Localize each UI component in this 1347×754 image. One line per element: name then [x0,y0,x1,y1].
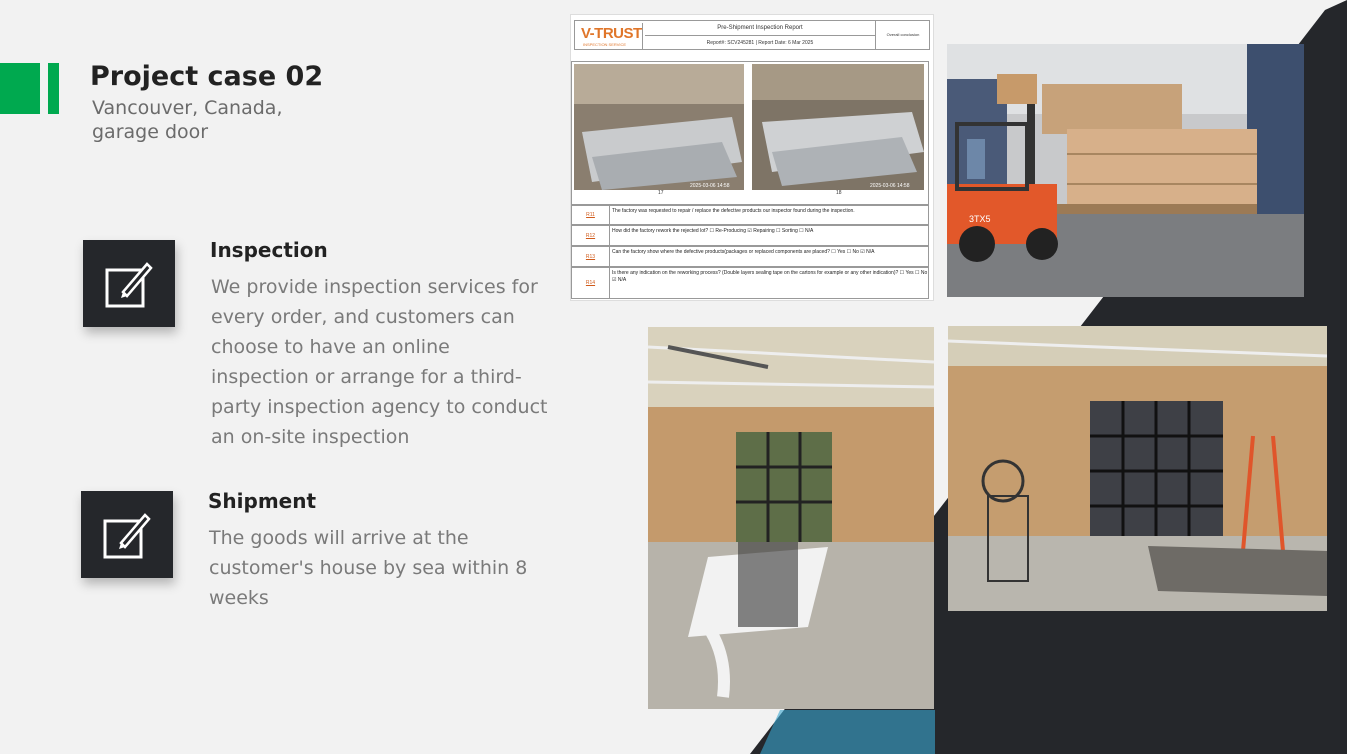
page-title: Project case 02 [90,61,324,92]
report-header [574,20,930,50]
photo-caption: 17 [658,190,664,196]
feature-title-shipment: Shipment [208,489,317,513]
garage-finished-photo [948,326,1327,611]
accent-bar [0,63,40,114]
report-meta: Report#: SCV245281 | Report Date: 6 Mar 2025 [706,40,814,46]
feature-text-inspection: We provide inspection services for every order, and customers can choose to have an online inspection or arrange for a third-party inspection agency to conduct an on-site inspection [211,276,548,448]
report-photos [571,61,929,205]
report-conclusion: Overall conclusion [875,21,930,49]
edit-icon [81,491,173,578]
feature-text-shipment: The goods will arrive at the customer's house by sea within 8 weeks [209,527,528,609]
forklift-label: 3TX5 [969,214,991,224]
forklift-loading-photo [947,44,1304,297]
photo-caption: 18 [836,190,842,196]
page-subtitle: Vancouver, Canada, garage door [92,97,283,143]
report-row: R13 Can the factory show where the defective products(packages or replaced components are placed? ☐ Yes ☐ No ☑ N/A [571,246,929,267]
report-row: R14 Is there any indication on the reworking process? (Double layers sealing tape on the cartons for example or any other indication)? ☐ Yes ☐ No ☑ N/A [571,267,929,299]
accent-bar-thin [48,63,59,114]
inspection-report-image [570,14,934,301]
vtrust-logo: V-TRUST INSPECTION SERVICE [577,23,643,49]
feature-title-inspection: Inspection [210,238,328,262]
photo-timestamp: 2025-03-06 14:58 [690,183,730,189]
edit-icon [83,240,175,327]
report-row: R11 The factory was requested to repair / replace the defective products our inspector found during the inspection. [571,205,929,225]
garage-install-photo [648,327,934,709]
photo-timestamp: 2025-03-06 14:58 [870,183,910,189]
report-title: Pre-Shipment Inspection Report [645,21,875,36]
report-row: R12 How did the factory rework the rejected lot? ☐ Re-Producing ☑ Repairing ☐ Sorting ☐ N/A [571,225,929,246]
